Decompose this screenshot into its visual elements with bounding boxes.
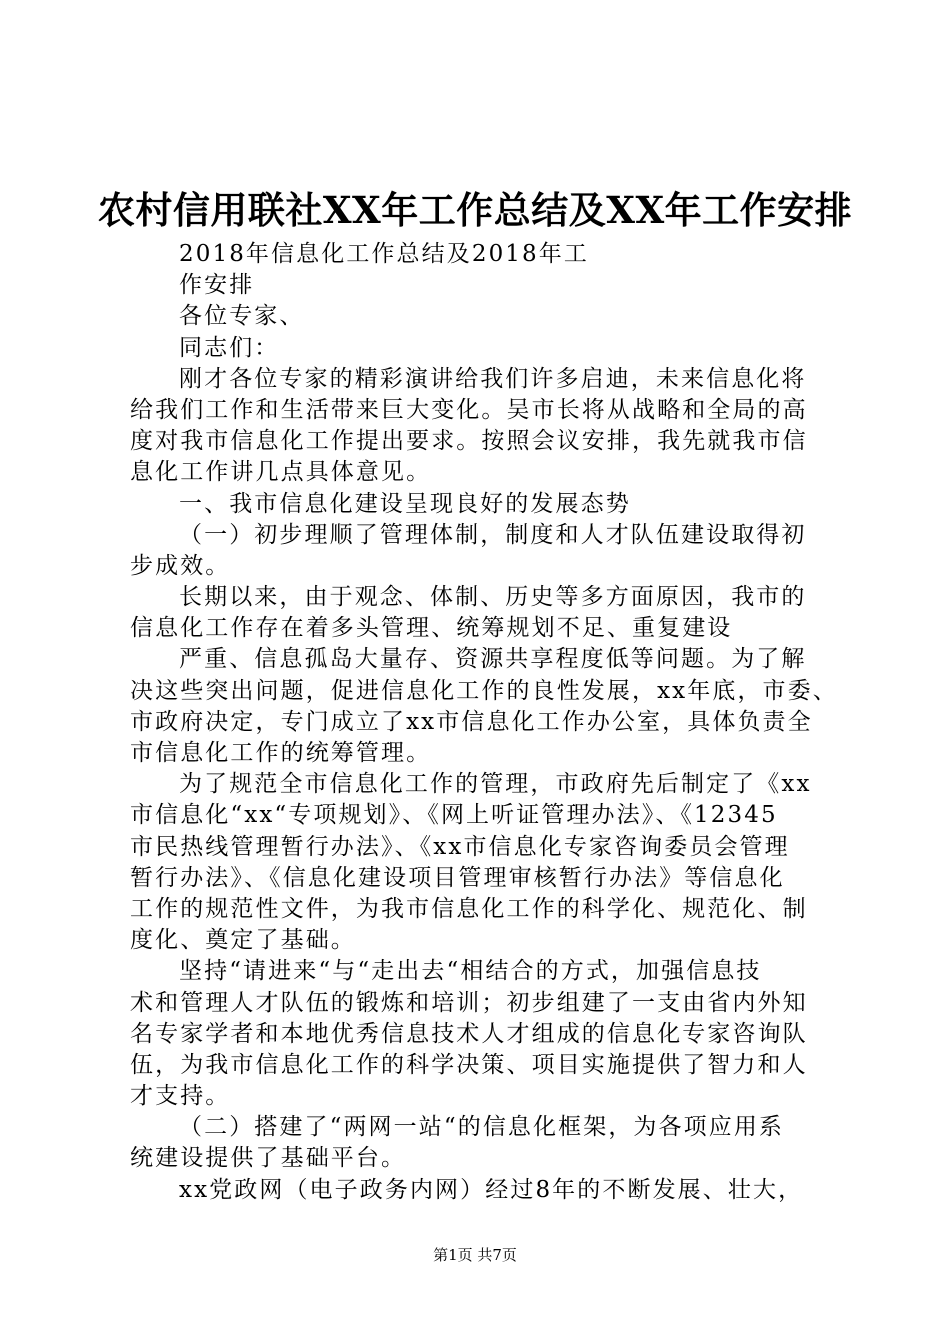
body-line: 才支持。 bbox=[130, 1083, 231, 1110]
body-line: 决这些突出问题，促进信息化工作的良性发展，xx年底，市委、 bbox=[130, 677, 838, 704]
body-line: 严重、信息孤岛大量存、资源共享程度低等问题。为了解 bbox=[179, 646, 807, 673]
body-line: 市信息化工作的统筹管理。 bbox=[130, 740, 432, 766]
body-line: 名专家学者和本地优秀信息技术人才组成的信息化专家咨询队 bbox=[130, 1020, 808, 1047]
subsection-heading: （一）初步理顺了管理体制，制度和人才队伍建设取得初 bbox=[179, 521, 807, 548]
body-line: 给我们工作和生活带来巨大变化。吴市长将从战略和全局的高 bbox=[130, 396, 808, 423]
document-body bbox=[130, 239, 838, 1206]
subsection-heading: （二）搭建了“两网一站“的信息化框架，为各项应用系 bbox=[179, 1114, 785, 1141]
body-line: 各位专家、 bbox=[179, 303, 305, 330]
body-line: 同志们： bbox=[179, 334, 280, 361]
body-line: 伍，为我市信息化工作的科学决策、项目实施提供了智力和人 bbox=[130, 1051, 808, 1078]
body-line: 2018年信息化工作总结及2018年工 bbox=[179, 241, 589, 267]
body-line: 市民热线管理暂行办法》、《xx市信息化专家咨询委员会管理 bbox=[130, 833, 790, 860]
body-line: 市信息化“xx“专项规划》、《网上听证管理办法》、《12345 bbox=[130, 802, 778, 829]
section-heading: 一、我市信息化建设呈现良好的发展态势 bbox=[179, 490, 631, 517]
body-line: xx党政网（电子政务内网）经过8年的不断发展、壮大， bbox=[179, 1176, 804, 1203]
body-line: 息化工作讲几点具体意见。 bbox=[130, 459, 432, 486]
body-line: 作安排 bbox=[179, 272, 255, 299]
body-line: 市政府决定，专门成立了xx市信息化工作办公室，具体负责全 bbox=[130, 708, 813, 735]
body-line: 信息化工作存在着多头管理、统筹规划不足、重复建设 bbox=[130, 615, 733, 642]
body-line: 度对我市信息化工作提出要求。按照会议安排，我先就我市信 bbox=[130, 428, 808, 455]
body-line: 度化、奠定了基础。 bbox=[130, 927, 356, 954]
body-line: 工作的规范性文件，为我市信息化工作的科学化、规范化、制 bbox=[130, 895, 808, 922]
body-line: 术和管理人才队伍的锻炼和培训；初步组建了一支由省内外知 bbox=[130, 989, 808, 1016]
body-line: 坚持“请进来“与“走出去“相结合的方式，加强信息技 bbox=[179, 958, 762, 985]
body-line: 步成效。 bbox=[130, 552, 231, 579]
body-line: 暂行办法》、《信息化建设项目管理审核暂行办法》等信息化 bbox=[130, 864, 785, 891]
body-line: 长期以来，由于观念、体制、历史等多方面原因，我市的 bbox=[179, 584, 807, 611]
body-line: 刚才各位专家的精彩演讲给我们许多启迪，未来信息化将 bbox=[179, 365, 807, 392]
document-title: 农村信用联社XX年工作总结及XX年工作安排 bbox=[97, 188, 853, 232]
page-number-footer: 第1页 共7页 bbox=[433, 1246, 517, 1264]
body-line: 统建设提供了基础平台。 bbox=[130, 1145, 407, 1172]
body-line: 为了规范全市信息化工作的管理，市政府先后制定了《xx bbox=[179, 771, 812, 798]
